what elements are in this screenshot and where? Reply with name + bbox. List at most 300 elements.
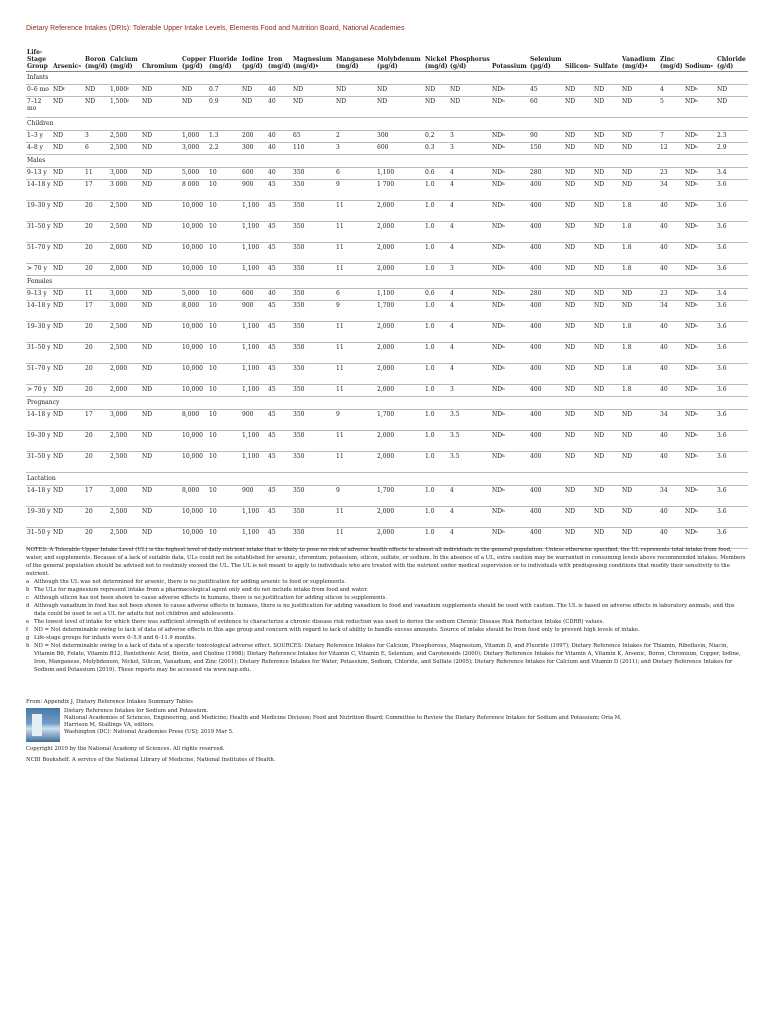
table-cell: $ND^h$ <box>684 528 716 549</box>
footnote-marker[interactable]: f <box>63 86 65 91</box>
table-cell: ND <box>424 85 449 97</box>
table-cell: ND <box>593 168 621 180</box>
table-cell: ND <box>52 507 84 528</box>
table-cell: 40 <box>659 364 684 385</box>
table-cell: 110 <box>292 143 335 155</box>
table-cell: $ND^h$ <box>684 222 716 243</box>
table-cell: 150 <box>529 143 564 155</box>
table-cell: ND <box>593 507 621 528</box>
table-row <box>26 97 748 118</box>
life-stage-cell: 9–13 y <box>26 168 52 180</box>
table-cell: 1.0 <box>424 507 449 528</box>
table-cell: 45 <box>529 85 564 97</box>
footnote-marker[interactable]: h <box>502 432 505 437</box>
table-cell: ND <box>335 85 376 97</box>
table-cell: ND <box>593 343 621 364</box>
table-cell: 90 <box>529 131 564 143</box>
table-cell: 40 <box>267 168 292 180</box>
table-cell: $ND^h$ <box>491 168 529 180</box>
footnote-text: ND = Not determinable owing to a lack of data of a specific toxicological adverse effect. SOURCES: Dietary Reference Intakes for Calcium, Phosphorous, Magnesium, Vitamin D, and Fluoride (1997); Dietary Reference Intakes for Thiamin, Riboflavin, Niacin, Vitamin B6, Folate, Vitamin B12, Pantothenic Acid, Biotin, and Choline (1998); Dietary Reference Intakes for Vitamin C, Vitamin E, Selenium, and Carotenoids (2000); Dietary Reference Intakes for Vitamin A, Vitamin K, Arsenic, Boron, Chromium, Copper, Iodine, Iron, Manganese, Molybdenum, Nickel, Silicon, Vanadium, and Zinc (2001); Dietary Reference Intakes for Water, Potassium, Sodium, Chloride, and Sulfate (2005); Dietary Reference Intakes for Calcium and Vitamin D (2011); and Dietary Reference Intakes for Sodium and Potassium (2019). These reports may be accessed via www.nap.edu. <box>34 643 741 673</box>
table-cell: ND <box>335 97 376 118</box>
footnote-marker[interactable]: h <box>695 508 698 513</box>
section-row <box>26 72 748 85</box>
source-section <box>26 699 746 764</box>
life-stage-cell: 14–18 y <box>26 301 52 322</box>
table-cell: 10,000 <box>181 431 208 452</box>
table-cell: 350 <box>292 201 335 222</box>
life-stage-cell: > 70 y <box>26 385 52 397</box>
footnote-marker[interactable]: h <box>502 244 505 249</box>
section-label: Infants <box>26 72 748 85</box>
table-cell: ND <box>564 85 593 97</box>
table-cell: 17 <box>84 410 109 431</box>
table-cell: ND <box>52 301 84 322</box>
table-cell: 11 <box>335 322 376 343</box>
table-cell: 10 <box>208 301 241 322</box>
table-cell: 3.4 <box>716 289 748 301</box>
footnote-marker[interactable]: h <box>502 386 505 391</box>
table-cell: ND <box>141 201 181 222</box>
table-row <box>26 322 748 343</box>
column-header: Selenium (µg/d) <box>529 41 564 72</box>
column-header: Molybdenum (µg/d) <box>376 41 424 72</box>
footnote-marker[interactable]: h <box>502 365 505 370</box>
table-cell: 3.6 <box>716 452 748 473</box>
table-cell: ND <box>564 264 593 276</box>
footnote-marker[interactable]: h <box>695 202 698 207</box>
column-header: Chloride (g/d) <box>716 41 748 72</box>
table-cell: 4 <box>449 528 491 549</box>
table-cell: ND <box>141 452 181 473</box>
table-cell: 2,000 <box>109 243 141 264</box>
life-stage-cell: 51–70 y <box>26 364 52 385</box>
table-row <box>26 289 748 301</box>
table-row <box>26 486 748 507</box>
table-cell: $ND^h$ <box>491 343 529 364</box>
copyright-text: Copyright 2019 by the National Academy of Sciences. All rights reserved. <box>26 746 225 752</box>
life-stage-cell: 19–30 y <box>26 507 52 528</box>
table-cell: 40 <box>659 385 684 397</box>
table-row <box>26 180 748 201</box>
table-cell: 11 <box>335 507 376 528</box>
table-cell: ND <box>593 301 621 322</box>
table-cell: 350 <box>292 364 335 385</box>
table-cell: 45 <box>267 452 292 473</box>
table-cell: ND <box>564 385 593 397</box>
footnote-marker[interactable]: h <box>502 223 505 228</box>
table-cell: ND <box>564 410 593 431</box>
footnote-marker[interactable]: h <box>695 223 698 228</box>
table-cell: ND <box>621 131 659 143</box>
column-header: Calcium (mg/d) <box>109 41 141 72</box>
table-cell: ND <box>564 201 593 222</box>
table-cell: 3.6 <box>716 243 748 264</box>
table-cell: 1,700 <box>376 301 424 322</box>
table-cell: 8,000 <box>181 410 208 431</box>
table-cell: ND <box>52 131 84 143</box>
table-cell: 4 <box>659 85 684 97</box>
table-cell: ND <box>52 289 84 301</box>
table-cell: 20 <box>84 243 109 264</box>
footnote-marker[interactable]: h <box>695 453 698 458</box>
table-cell: 45 <box>267 507 292 528</box>
table-cell: 2,500 <box>109 222 141 243</box>
table-cell: $ND^h$ <box>684 264 716 276</box>
table-cell: 45 <box>267 343 292 364</box>
table-row <box>26 452 748 473</box>
footnote-key: d <box>26 603 30 609</box>
column-header: Arsenic$^a$ <box>52 41 84 72</box>
table-cell: 3.5 <box>449 431 491 452</box>
table-cell: 40 <box>659 222 684 243</box>
table-cell: ND <box>716 97 748 118</box>
table-cell: 3 <box>449 131 491 143</box>
table-cell: ND <box>141 507 181 528</box>
table-cell: $ND^h$ <box>491 243 529 264</box>
table-cell: 400 <box>529 452 564 473</box>
footnote-marker[interactable]: h <box>695 290 698 295</box>
footnote-marker[interactable]: h <box>695 302 698 307</box>
table-cell: ND <box>621 180 659 201</box>
table-cell: 350 <box>292 410 335 431</box>
footnote-marker[interactable]: e <box>710 63 714 68</box>
footnote-text: The lowest level of intake for which there was sufficient strength of evidence to characterize a chronic disease risk reduction was used to derive the sodium Chronic Disease Risk Reduction Intake (CDRR) values. <box>34 619 605 625</box>
life-stage-cell: 19–30 y <box>26 431 52 452</box>
footnote-marker[interactable]: h <box>695 344 698 349</box>
table-cell: 1.8 <box>621 264 659 276</box>
footnote-marker[interactable]: h <box>502 132 505 137</box>
life-stage-cell: 4–8 y <box>26 143 52 155</box>
footnote-marker[interactable]: f <box>127 98 129 103</box>
column-header: Vanadium $(mg/d)^d$ <box>621 41 659 72</box>
column-header: Iodine (µg/d) <box>241 41 267 72</box>
table-cell: 1.8 <box>621 364 659 385</box>
table-cell: 40 <box>267 131 292 143</box>
table-row <box>26 410 748 431</box>
table-cell: 3 <box>449 264 491 276</box>
table-cell: $ND^h$ <box>684 364 716 385</box>
table-cell: 350 <box>292 243 335 264</box>
table-cell: 3.6 <box>716 301 748 322</box>
footnote-marker[interactable]: h <box>695 386 698 391</box>
table-cell: ND <box>424 97 449 118</box>
table-cell: 1,000 <box>181 131 208 143</box>
table-cell: 10,000 <box>181 452 208 473</box>
table-cell: 1,100 <box>241 201 267 222</box>
footnote-marker[interactable]: a <box>78 63 81 68</box>
table-row <box>26 431 748 452</box>
footnote-marker[interactable]: h <box>502 411 505 416</box>
table-cell: 4 <box>449 168 491 180</box>
table-cell: 3.6 <box>716 410 748 431</box>
footnote-text: The ULs for magnesium represent intake from a pharmacological agent only and do not include intake from food and water. <box>34 587 368 593</box>
section-label: Males <box>26 155 748 168</box>
table-cell: 400 <box>529 180 564 201</box>
footnote-key: e <box>26 619 30 625</box>
footnote-marker[interactable]: h <box>695 244 698 249</box>
table-cell: 350 <box>292 507 335 528</box>
footnote-marker[interactable]: h <box>502 290 505 295</box>
table-cell: 45 <box>267 180 292 201</box>
table-cell: 10 <box>208 528 241 549</box>
table-cell: ND <box>593 143 621 155</box>
table-cell: $ND^h$ <box>491 97 529 118</box>
footnote-marker[interactable]: h <box>695 411 698 416</box>
footnote-marker[interactable]: h <box>502 98 505 103</box>
table-cell: 11 <box>84 168 109 180</box>
table-cell: 60 <box>529 97 564 118</box>
table-cell: 4 <box>449 507 491 528</box>
table-cell: $ND^h$ <box>491 322 529 343</box>
life-stage-cell: > 70 y <box>26 264 52 276</box>
table-cell: $ND^h$ <box>684 507 716 528</box>
table-cell: 400 <box>529 486 564 507</box>
section-label: Pregnancy <box>26 397 748 410</box>
footnote-item <box>26 586 746 594</box>
table-cell: ND <box>141 131 181 143</box>
table-cell: 8,000 <box>181 301 208 322</box>
column-header: Silicon$^c$ <box>564 41 593 72</box>
footnote-marker[interactable]: h <box>695 323 698 328</box>
table-cell: 1,100 <box>241 431 267 452</box>
table-cell: 45 <box>267 322 292 343</box>
table-cell: 350 <box>292 385 335 397</box>
table-cell: 40 <box>267 97 292 118</box>
table-cell: 1.0 <box>424 486 449 507</box>
table-cell: ND <box>564 528 593 549</box>
table-row <box>26 343 748 364</box>
column-header: Boron (mg/d) <box>84 41 109 72</box>
footnote-marker[interactable]: h <box>695 169 698 174</box>
table-cell: 40 <box>659 528 684 549</box>
table-cell: 4 <box>449 322 491 343</box>
table-cell: 11 <box>335 222 376 243</box>
table-cell: 400 <box>529 222 564 243</box>
footnote-marker[interactable]: h <box>695 144 698 149</box>
table-cell: 350 <box>292 301 335 322</box>
table-cell: 1.8 <box>621 343 659 364</box>
table-cell: $ND^h$ <box>491 301 529 322</box>
footnote-marker[interactable]: d <box>644 63 648 68</box>
book-cover-thumbnail[interactable] <box>26 708 60 742</box>
table-cell: 1.8 <box>621 243 659 264</box>
table-row <box>26 385 748 397</box>
table-cell: ND <box>241 85 267 97</box>
table-cell: 45 <box>267 222 292 243</box>
table-cell: 23 <box>659 168 684 180</box>
table-cell: $ND^h$ <box>491 528 529 549</box>
table-cell: 34 <box>659 301 684 322</box>
section-row <box>26 473 748 486</box>
table-row <box>26 364 748 385</box>
source-from: From: Appendix J, Dietary Reference Intakes Summary Tables <box>26 699 193 705</box>
table-cell: 1.0 <box>424 385 449 397</box>
footnote-marker[interactable]: h <box>695 98 698 103</box>
table-cell: ND <box>564 452 593 473</box>
table-cell: ND <box>52 410 84 431</box>
footnote-marker[interactable]: f <box>127 86 129 91</box>
table-row <box>26 131 748 143</box>
table-cell: 17 <box>84 301 109 322</box>
table-cell: 2,000 <box>376 528 424 549</box>
table-cell: 45 <box>267 201 292 222</box>
table-cell: 45 <box>267 243 292 264</box>
table-cell: ND <box>52 180 84 201</box>
table-cell: ND <box>593 97 621 118</box>
table-cell: 350 <box>292 528 335 549</box>
footnote-marker[interactable]: h <box>502 323 505 328</box>
footnote-text: Life-stage groups for infants were 0–5.9 and 6–11.9 months. <box>34 635 197 641</box>
footnote-marker[interactable]: h <box>502 508 505 513</box>
table-cell: 40 <box>659 507 684 528</box>
table-cell: 10 <box>208 168 241 180</box>
footnote-marker[interactable]: h <box>695 529 698 534</box>
table-cell: 10,000 <box>181 343 208 364</box>
footnote-marker[interactable]: b <box>315 63 319 68</box>
table-cell: 1.0 <box>424 364 449 385</box>
table-cell: $ND^h$ <box>491 486 529 507</box>
footnote-marker[interactable]: h <box>695 265 698 270</box>
table-cell: 9 <box>335 410 376 431</box>
table-cell: 2,000 <box>376 343 424 364</box>
table-cell: ND <box>564 486 593 507</box>
table-cell: 9 <box>335 180 376 201</box>
table-cell: $ND^h$ <box>684 289 716 301</box>
table-cell: ND <box>564 343 593 364</box>
table-cell: ND <box>621 528 659 549</box>
book-publisher: Washington (DC): National Academies Press (US); 2019 Mar 5. <box>64 729 234 735</box>
table-cell: ND <box>52 97 84 118</box>
footnote-key: a <box>26 579 30 585</box>
table-cell: $ND^h$ <box>491 364 529 385</box>
notes-section <box>26 546 746 674</box>
table-cell: ND <box>52 431 84 452</box>
table-cell: $ND^h$ <box>491 507 529 528</box>
table-cell: 20 <box>84 528 109 549</box>
table-cell: 3.6 <box>716 431 748 452</box>
footnote-marker[interactable]: h <box>695 86 698 91</box>
table-cell: 2,500 <box>109 131 141 143</box>
table-cell: ND <box>564 431 593 452</box>
table-cell: ND <box>52 201 84 222</box>
table-cell: $ND^h$ <box>684 143 716 155</box>
table-cell: $ND^h$ <box>491 201 529 222</box>
table-cell: 1.8 <box>621 201 659 222</box>
table-cell: 65 <box>292 131 335 143</box>
table-cell: 10 <box>208 201 241 222</box>
footnote-marker[interactable]: h <box>502 453 505 458</box>
footnote-marker[interactable]: h <box>502 487 505 492</box>
table-cell: 280 <box>529 289 564 301</box>
footnote-marker[interactable]: h <box>502 529 505 534</box>
table-cell: 1.0 <box>424 343 449 364</box>
table-cell: ND <box>52 343 84 364</box>
table-cell: 2,000 <box>109 364 141 385</box>
table-cell: 1,500$^f$ <box>109 97 141 118</box>
table-cell: ND <box>52 385 84 397</box>
table-cell: ND <box>593 131 621 143</box>
table-cell: 10,000 <box>181 364 208 385</box>
table-cell: 4 <box>449 301 491 322</box>
table-cell: 11 <box>335 364 376 385</box>
table-cell: $ND^h$ <box>684 486 716 507</box>
table-cell: ND <box>621 168 659 180</box>
table-cell: 2,000 <box>376 507 424 528</box>
table-cell: 2.2 <box>208 143 241 155</box>
footnote-marker[interactable]: h <box>502 86 505 91</box>
table-cell: 2,000 <box>376 201 424 222</box>
table-cell: 10,000 <box>181 222 208 243</box>
footnote-marker[interactable]: h <box>695 181 698 186</box>
table-cell: 2 <box>335 131 376 143</box>
table-cell: 2,500 <box>109 343 141 364</box>
table-cell: 2.3 <box>716 131 748 143</box>
table-cell: ND <box>52 264 84 276</box>
table-cell: ND <box>141 168 181 180</box>
table-cell: ND <box>52 168 84 180</box>
footnote-marker[interactable]: c <box>588 63 591 68</box>
table-cell: 350 <box>292 343 335 364</box>
table-cell: ND <box>564 97 593 118</box>
table-cell: ND <box>593 322 621 343</box>
table-cell: 1 700 <box>376 180 424 201</box>
footnote-marker[interactable]: h <box>695 365 698 370</box>
table-cell: ND <box>593 243 621 264</box>
table-cell: 10,000 <box>181 385 208 397</box>
table-cell: 9 <box>335 486 376 507</box>
footnote-marker[interactable]: h <box>502 144 505 149</box>
footnote-marker[interactable]: h <box>502 302 505 307</box>
table-cell: 350 <box>292 180 335 201</box>
table-cell: 6 <box>335 168 376 180</box>
table-cell: 0.3 <box>424 143 449 155</box>
table-cell: ND <box>593 85 621 97</box>
table-cell: ND <box>716 85 748 97</box>
section-row <box>26 118 748 131</box>
footnote-text: Although vanadium in food has not been shown to cause adverse effects in humans, there is no justification for adding vanadium to food and vanadium supplements should be used with caution. The UL is based on adverse effects in laboratory animals, and this data could be used to set a UL for adults but not children and adolescents. <box>34 603 735 617</box>
footnote-marker[interactable]: h <box>502 265 505 270</box>
table-cell: 40 <box>267 289 292 301</box>
table-cell: $ND^h$ <box>684 131 716 143</box>
table-cell: 10 <box>208 180 241 201</box>
footnote-key: h <box>26 643 30 649</box>
table-cell: 34 <box>659 410 684 431</box>
table-cell: 40 <box>659 322 684 343</box>
footnote-marker[interactable]: h <box>502 202 505 207</box>
table-cell: 10 <box>208 364 241 385</box>
book-title[interactable]: Dietary Reference Intakes for Sodium and Potassium. <box>64 708 209 714</box>
section-row <box>26 276 748 289</box>
footnote-marker[interactable]: h <box>695 487 698 492</box>
footnote-key: b <box>26 587 30 593</box>
table-cell: 1,100 <box>241 222 267 243</box>
column-header: Fluoride (mg/d) <box>208 41 241 72</box>
footnote-marker[interactable]: h <box>502 169 505 174</box>
table-cell: 1.0 <box>424 452 449 473</box>
table-cell: 2,000 <box>376 322 424 343</box>
footnote-marker[interactable]: h <box>695 132 698 137</box>
table-cell: 1,100 <box>241 507 267 528</box>
footnote-marker[interactable]: h <box>502 344 505 349</box>
footnote-marker[interactable]: h <box>695 432 698 437</box>
book-citation <box>26 708 746 742</box>
table-cell: 34 <box>659 486 684 507</box>
book-editors: Harrison M, Stallings VA, editors. <box>64 722 155 728</box>
table-cell: 600 <box>241 289 267 301</box>
table-cell: 900 <box>241 180 267 201</box>
footnote-marker[interactable]: h <box>502 181 505 186</box>
table-cell: 4 <box>449 364 491 385</box>
